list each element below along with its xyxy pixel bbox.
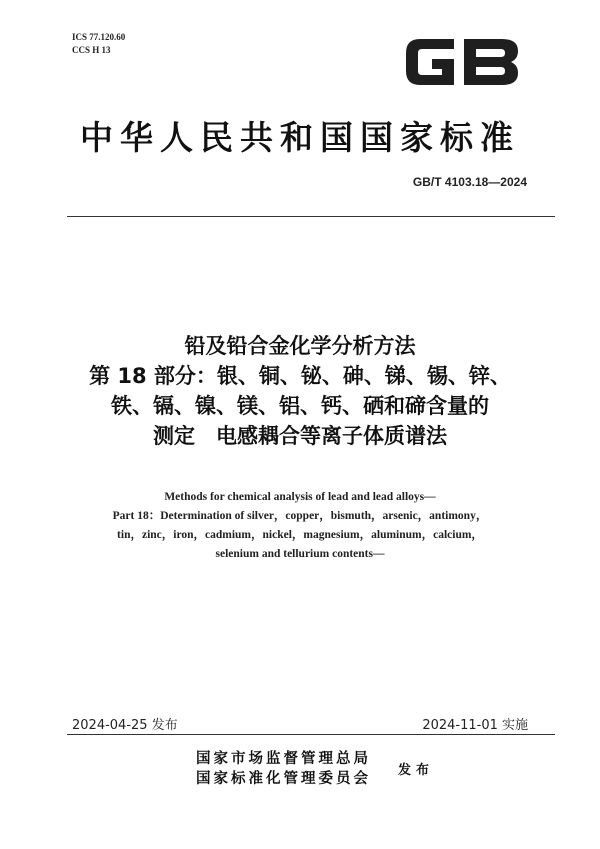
chinese-title-line: 铅及铅合金化学分析方法 — [184, 334, 416, 358]
standard-category-title: 中华人民共和国国家标准 — [80, 118, 520, 157]
chinese-title-line: 第 18 部分：银、铜、铋、砷、锑、锡、锌、 — [89, 364, 511, 388]
implementation-date: 2024-11-01 实施 — [422, 718, 528, 733]
publisher-org: 国家标准化管理委员会 — [196, 770, 371, 787]
chinese-title-line: 测定 电感耦合等离子体质谱法 — [153, 424, 447, 448]
standard-number: GB/T 4103.18—2024 — [412, 175, 527, 189]
top-divider — [67, 216, 555, 217]
english-title — [0, 488, 600, 564]
english-title-line: Part 18：Determination of silver，copper，bismuth，arsenic，antimony， — [112, 510, 488, 522]
chinese-title — [0, 331, 600, 451]
publisher-organizations — [196, 749, 371, 789]
classification-codes — [72, 31, 125, 57]
bottom-divider — [67, 734, 555, 735]
gb-logo-icon — [402, 35, 522, 89]
ccs-code: CCS H 13 — [72, 45, 111, 55]
publish-action: 发布 — [398, 763, 435, 778]
issue-date: 2024-04-25 发布 — [72, 718, 178, 733]
english-title-line: Methods for chemical analysis of lead and lead alloys— — [164, 491, 436, 503]
english-title-line: tin，zinc，iron，cadmium，nickel，magnesium，aluminum，calcium， — [117, 529, 483, 541]
ics-code: ICS 77.120.60 — [72, 32, 126, 42]
publisher-org: 国家市场监督管理总局 — [196, 750, 371, 767]
english-title-line: selenium and tellurium contents— — [215, 548, 385, 560]
chinese-title-line: 铁、镉、镍、镁、铝、钙、硒和碲含量的 — [111, 394, 489, 418]
